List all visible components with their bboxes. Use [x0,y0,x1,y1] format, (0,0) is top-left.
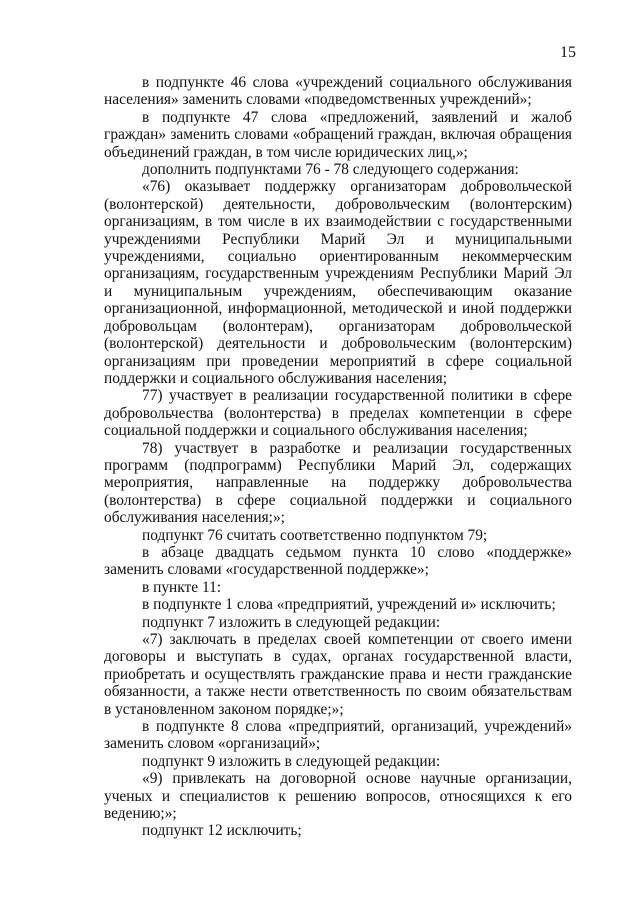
paragraph-subitem-7-text: «7) заключать в пределах своей компетенции от своего имени договоры и выступать в судах, органах государственной власти, приобретать и осуществлять гражданские права и нести гражданские обязанности, а также нести ответственность по своим обязательствам в установленном законом порядке;»; [104,631,572,718]
paragraph-item-10: в абзаце двадцать седьмом пункта 10 слово «поддержке» заменить словами «государственной поддержке»; [104,543,572,579]
page-number: 15 [560,44,576,61]
paragraph-subitem-77-text: 77) участвует в реализации государственной политики в сфере добровольчества (волонтерства) в пределах компетенции в сфере социальной поддержки и социального обслуживания населения; [104,387,572,440]
paragraph-subitem-9: подпункт 9 изложить в следующей редакции: [142,752,441,770]
paragraph-subitem-7: подпункт 7 изложить в следующей редакции: [142,613,441,631]
paragraph-subitem-76-text: «76) оказывает поддержку организаторам добровольческой (волонтерской) деятельности, добровольческим (волонтерским) организациям, в том числе в их взаимодействии с государственными учреждениями Республики Марий Эл и муниципальными учреждениями, социально ориентированным некоммерческим организациям, государственным учреждениям Республики Марий Эл и муниципальным учреждениям, обеспечивающим оказание организационной, информационной, методической и иной поддержки добровольцам (волонтерам), организаторам добровольческой (волонтерской) деятельности и добровольческим (волонтерским) организациям при проведении мероприятий в сфере социальной поддержки и социального обслуживания населения; [104,178,572,387]
paragraph-add-subitems: дополнить подпунктами 76 - 78 следующего содержания: [142,161,519,179]
paragraph-subitem-46: в подпункте 46 слова «учреждений социального обслуживания населения» заменить словами «подведомственных учреждений»; [104,74,572,109]
document-body [104,74,572,840]
paragraph-renumber-76: подпункт 76 считать соответственно подпунктом 79; [142,526,488,544]
paragraph-subitem-47: в подпункте 47 слова «предложений, заявлений и жалоб граждан» заменить словами «обращений граждан, включая обращения объединений граждан, в том числе юридических лиц,»; [104,108,572,161]
paragraph-subitem-9-text: «9) привлекать на договорной основе научные организации, ученых и специалистов к решению вопросов, относящихся к его ведению;»; [104,770,572,823]
paragraph-subitem-1: в подпункте 1 слова «предприятий, учреждений и» исключить; [142,596,556,614]
paragraph-subitem-8: в подпункте 8 слова «предприятий, организаций, учреждений» заменить словом «организаций»; [104,718,572,753]
paragraph-subitem-12: подпункт 12 исключить; [142,822,302,840]
paragraph-item-11: в пункте 11: [142,578,222,596]
paragraph-subitem-78-text: 78) участвует в разработке и реализации государственных программ (подпрограмм) Республики Марий Эл, содержащих мероприятия, направленные на поддержку добровольчества (волонтерства) в сфере социальной поддержки и социального обслуживания населения;»; [104,439,572,527]
